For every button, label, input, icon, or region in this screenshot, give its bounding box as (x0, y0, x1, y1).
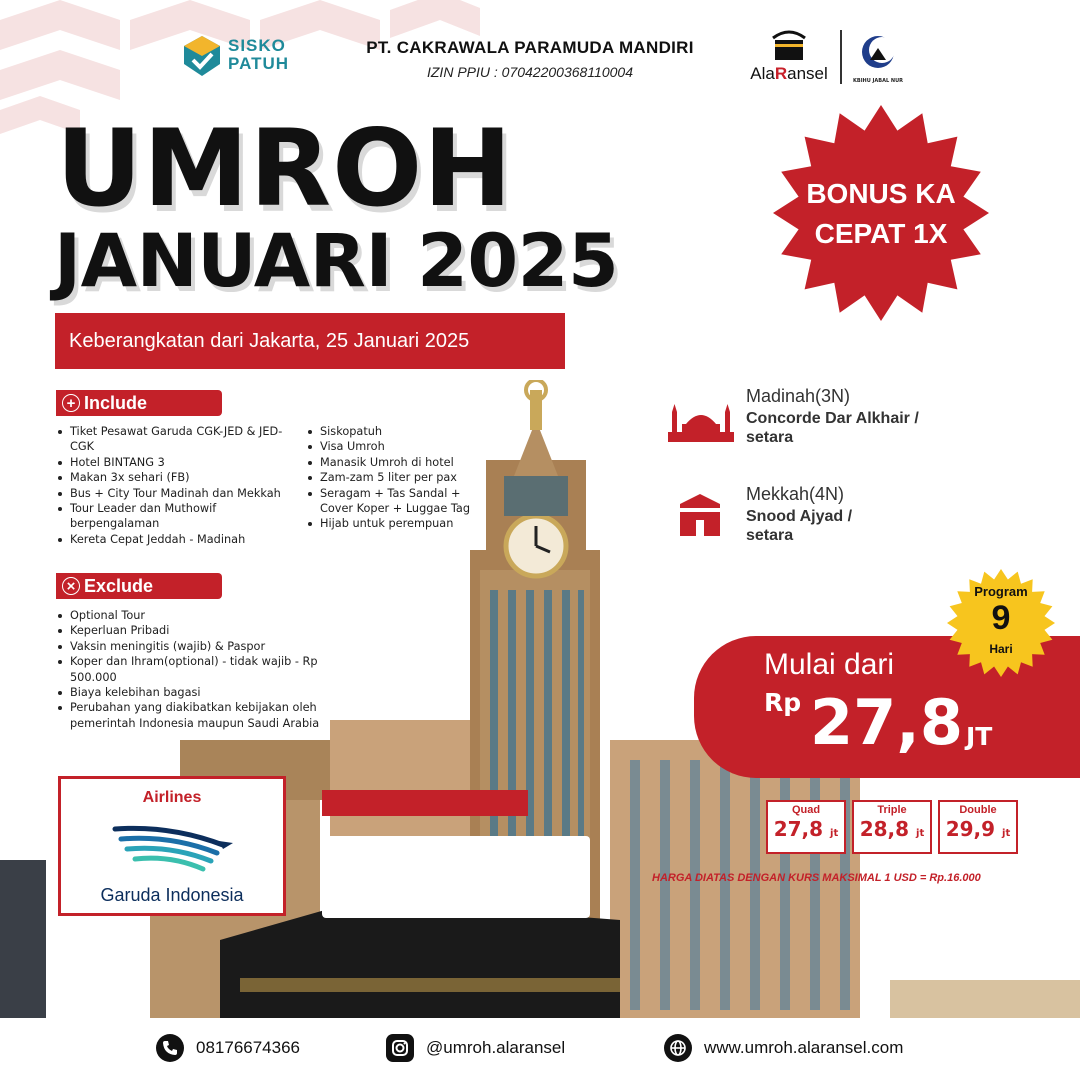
bonus-line2: CEPAT 1X (814, 218, 948, 249)
include-tag (56, 390, 222, 416)
room-price-unit: jt (1002, 828, 1011, 839)
room-quad (766, 800, 846, 854)
program-badge (946, 568, 1056, 678)
list-item: Hijab untuk perempuan (320, 516, 496, 531)
include-list-col1 (56, 424, 296, 547)
crescent-star-icon (850, 30, 906, 76)
price-amount: 27,8 (810, 686, 963, 759)
instagram-handle: @umroh.alaransel (426, 1038, 566, 1057)
jabal-nur-text: KBIHU JABAL NUR (853, 78, 903, 84)
room-price-value: 28,8 (859, 817, 910, 841)
list-item: Keperluan Pribadi (70, 623, 332, 638)
alaransel-name (744, 64, 834, 84)
list-item: Makan 3x sehari (FB) (70, 470, 296, 485)
exclude-list (56, 608, 332, 731)
room-type: Triple (877, 804, 907, 816)
title-month-year: JANUARI 2025 (54, 219, 619, 304)
hotel-name-line2: setara (746, 429, 794, 446)
include-list-col2 (306, 424, 496, 532)
exchange-rate-note: HARGA DIATAS DENGAN KURS MAKSIMAL 1 USD = Rp.16.000 (652, 872, 981, 884)
price-currency: Rp (764, 688, 802, 717)
room-double (938, 800, 1018, 854)
room-price-value: 27,8 (773, 817, 824, 841)
x-circle-icon: × (62, 577, 80, 595)
room-price-value: 29,9 (945, 817, 996, 841)
list-item: Kereta Cepat Jeddah - Madinah (70, 532, 296, 547)
sisko-line1: SISKO (228, 36, 286, 55)
company-block (330, 38, 730, 80)
sisko-patuh-logo (182, 34, 292, 82)
list-item: Siskopatuh (320, 424, 496, 439)
list-item: Tiket Pesawat Garuda CGK-JED & JED-CGK (70, 424, 296, 455)
hotel-name (746, 409, 919, 447)
footer-phone[interactable] (156, 1034, 300, 1062)
list-item: Bus + City Tour Madinah dan Mekkah (70, 486, 296, 501)
hotel-city: Madinah(3N) (746, 386, 851, 406)
footer-website[interactable] (664, 1034, 903, 1062)
bonus-starburst (772, 104, 990, 322)
globe-icon (664, 1034, 692, 1062)
price-unit: JT (966, 722, 993, 751)
alaransel-name-post: ansel (787, 64, 828, 83)
bonus-line1: BONUS KA (806, 178, 956, 209)
airlines-box (58, 776, 286, 916)
kaaba-icon (678, 492, 722, 538)
room-price-unit: jt (830, 828, 839, 839)
hotel-name-line1: Concorde Dar Alkhair / (746, 410, 919, 427)
exclude-label: Exclude (84, 576, 154, 596)
blank-card (322, 836, 590, 918)
room-price (854, 816, 930, 847)
kaaba-logo-icon (769, 28, 809, 62)
alaransel-name-pre: Ala (750, 64, 775, 83)
garuda-bird-logo (111, 823, 235, 879)
price-prefix: Mulai dari (764, 648, 895, 681)
instagram-icon (386, 1034, 414, 1062)
list-item: Manasik Umroh di hotel (320, 455, 496, 470)
license-number: IZIN PPIU : 07042200368110004 (426, 64, 633, 80)
room-type: Double (959, 804, 997, 816)
list-item: Perubahan yang diakibatkan kebijakan oleh pemerintah Indonesia maupun Saudi Arabia (70, 700, 332, 731)
departure-banner: Keberangkatan dari Jakarta, 25 Januari 2025 (55, 313, 565, 369)
room-price (940, 816, 1016, 847)
logo-divider (840, 30, 842, 84)
exclude-tag (56, 573, 222, 599)
list-item: Hotel BINTANG 3 (70, 455, 296, 470)
room-price-unit: jt (916, 828, 925, 839)
program-unit: Hari (989, 642, 1013, 656)
hotel-madinah (746, 386, 919, 447)
mosque-icon (668, 402, 734, 442)
program-label: Program (974, 584, 1028, 599)
room-triple (852, 800, 932, 854)
title-umroh: UMROH (56, 107, 514, 230)
airlines-label: Airlines (142, 789, 202, 806)
list-item: Vaksin meningitis (wajib) & Paspor (70, 639, 332, 654)
hotel-city: Mekkah(4N) (746, 484, 845, 504)
list-item: Tour Leader dan Muthowif berpengalaman (70, 501, 296, 532)
airline-name: Garuda Indonesia (100, 885, 244, 905)
plus-circle-icon: + (62, 394, 80, 412)
website-url: www.umroh.alaransel.com (704, 1038, 904, 1057)
list-item: Visa Umroh (320, 439, 496, 454)
red-label-bar (322, 790, 528, 816)
alaransel-logo (744, 28, 834, 88)
sisko-line2: PATUH (228, 54, 290, 73)
footer-instagram[interactable] (386, 1034, 565, 1062)
list-item: Biaya kelebihan bagasi (70, 685, 332, 700)
jabal-nur-logo (850, 30, 906, 86)
list-item: Zam-zam 5 liter per pax (320, 470, 496, 485)
room-type: Quad (791, 804, 821, 816)
alaransel-name-r: R (774, 64, 788, 83)
shield-check-icon (182, 34, 222, 78)
hotel-mekkah (746, 484, 852, 545)
phone-icon (156, 1034, 184, 1062)
list-item: Seragam + Tas Sandal + Cover Koper + Luggae Tag (320, 486, 496, 517)
phone-number: 08176674366 (196, 1038, 301, 1057)
program-days: 9 (991, 599, 1011, 637)
hotel-name (746, 507, 852, 545)
include-label: Include (84, 393, 148, 413)
room-price (768, 816, 844, 847)
list-item: Koper dan Ihram(optional) - tidak wajib - Rp 500.000 (70, 654, 332, 685)
hotel-name-line1: Snood Ajyad / (746, 508, 853, 525)
list-item: Optional Tour (70, 608, 332, 623)
company-name: PT. CAKRAWALA PARAMUDA MANDIRI (366, 38, 694, 57)
hotel-name-line2: setara (746, 527, 794, 544)
